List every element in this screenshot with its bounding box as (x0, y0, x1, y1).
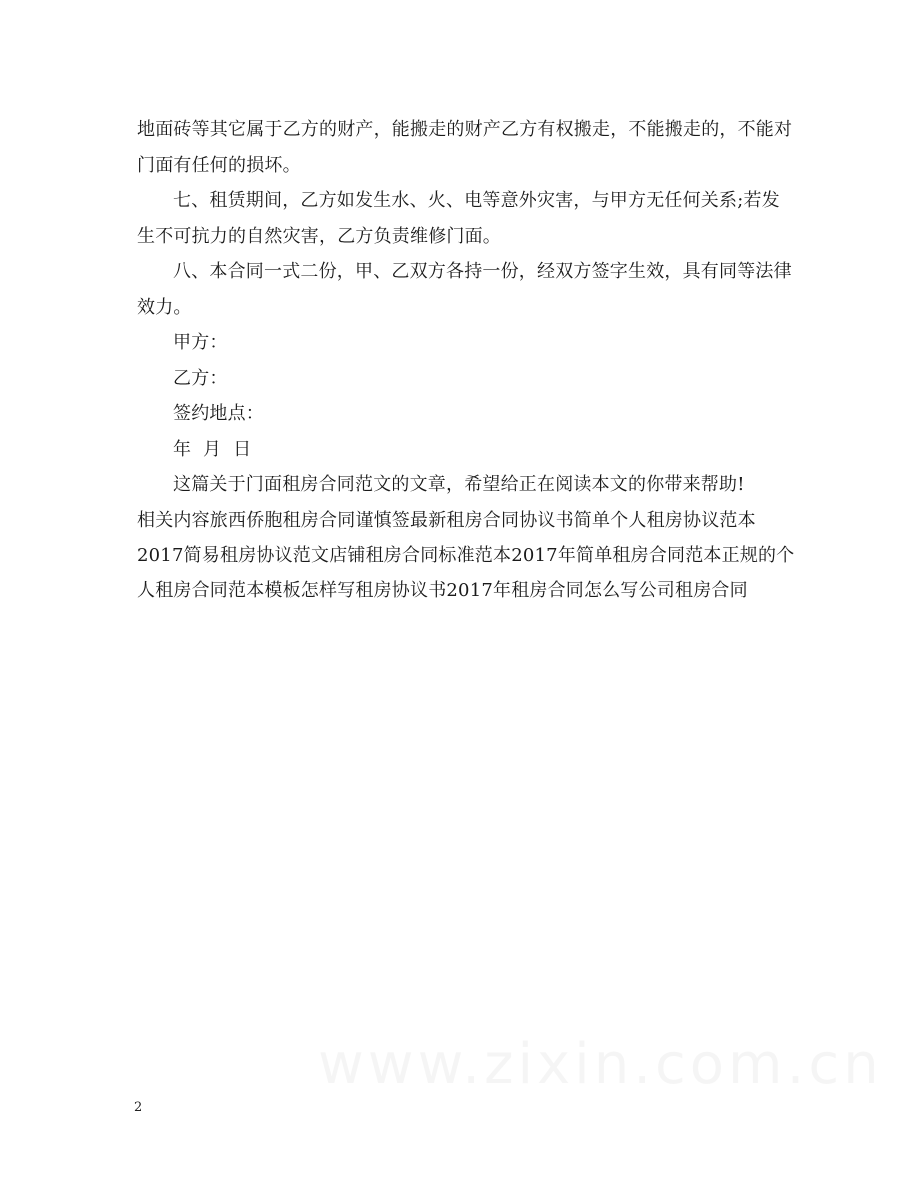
party-a-signature-line: 甲方： (173, 332, 228, 353)
page-number: 2 (134, 1100, 143, 1115)
date-line: 年 月 日 (173, 438, 252, 460)
document-body (137, 112, 797, 608)
closing-remark: 这篇关于门面租房合同范文的文章，希望给正在阅读本文的你带来帮助! (173, 474, 745, 495)
party-b-signature-line: 乙方： (173, 367, 228, 389)
paragraph-clause-seven: 七、租赁期间，乙方如发生水、火、电等意外灾害，与甲方无任何关系;若发生不可抗力的自然灾害，乙方负责维修门面。 (137, 190, 780, 247)
related-content: 相关内容旅西侨胞租房合同谨慎签最新租房合同协议书简单个人租房协议范本2017简易租房协议范文店铺租房合同标准范本2017年简单租房合同范本正规的个人租房合同范本模板怎样写租房协议书2017年租房合同怎么写公司租房合同 (137, 509, 795, 601)
watermark (318, 1032, 883, 1097)
signing-location-line: 签约地点： (173, 403, 264, 424)
paragraph-clause-eight: 八、本合同一式二份，甲、乙双方各持一份，经双方签字生效，具有同等法律效力。 (137, 261, 792, 318)
paragraph-property-clause: 地面砖等其它属于乙方的财产，能搬走的财产乙方有权搬走，不能搬走的，不能对门面有任何的损坏。 (137, 119, 793, 176)
